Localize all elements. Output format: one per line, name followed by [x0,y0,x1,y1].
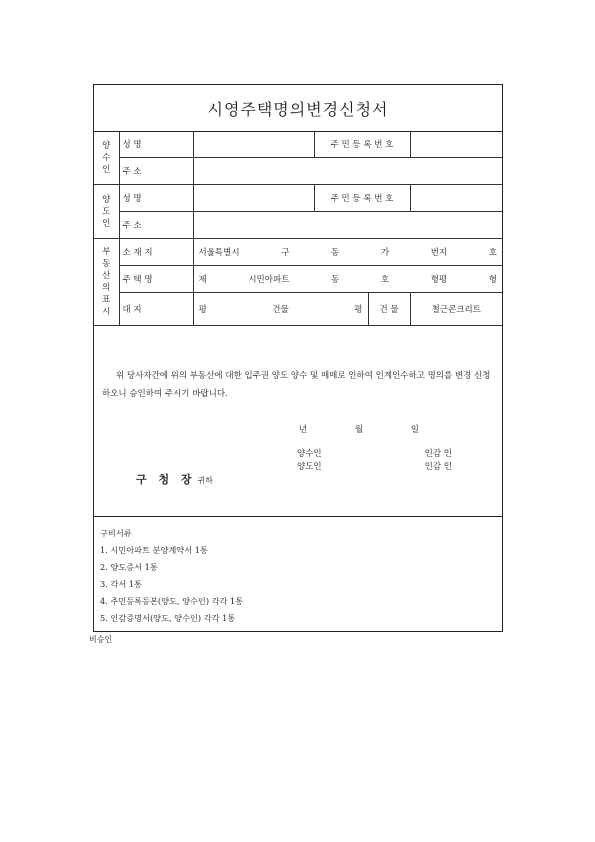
property-label: 부 동 산 의 표 시 [94,239,119,326]
assignor-id-field[interactable] [410,185,502,212]
assignor-label: 양 도 인 [94,185,119,239]
doc-item: 4. 주민등록등본(양도, 양수인) 각각 1통 [100,596,244,606]
recipient: 구 청 장 귀하 [136,473,214,486]
house-name-field[interactable]: 제 시민아파트 동 호 형평 형 [193,266,502,293]
location-field[interactable]: 서울특별시 구 동 가 번지 호 [193,239,502,266]
required-documents [100,525,243,627]
assignee-id-field[interactable] [410,131,502,158]
assignee-label: 양 수 인 [94,131,119,185]
building-field[interactable]: 철근콘크리트 [410,293,502,326]
doc-item: 1. 시민아파트 분양계약서 1통 [100,545,208,555]
assignor-name-label: 성 명 [119,185,193,212]
house-name-label: 주 택 명 [119,266,193,293]
docs-title: 구비서류 [100,528,132,538]
assignor-signature: 양도인 인감 인 [297,462,452,472]
footnote: 비승인 [89,635,113,644]
form-title: 시영주택명의변경신청서 [94,85,502,132]
assignor-address-field[interactable] [193,212,502,239]
land-field[interactable]: 평 건물 평 [193,293,368,326]
assignor-id-label: 주 민 등 록 번 호 [314,185,410,212]
date-line: 년 월 일 [299,425,419,435]
assignee-address-label: 주 소 [119,158,193,185]
assignee-address-field[interactable] [193,158,502,185]
land-label: 대 지 [119,293,193,326]
assignor-address-label: 주 소 [119,212,193,239]
assignee-name-label: 성 명 [119,131,193,158]
section-divider [94,516,502,517]
building-label: 건 물 [368,293,410,326]
assignee-name-field[interactable] [193,131,314,158]
application-form [93,84,503,632]
request-statement: 위 당사자간에 위의 부동산에 대한 입주권 양도 양수 및 매매로 인하여 인계인수하고 명의를 변경 신청하오니 승인하여 주시기 바랍니다. [102,371,491,399]
assignor-name-field[interactable] [193,185,314,212]
assignee-id-label: 주 민 등 록 번 호 [314,131,410,158]
doc-item: 5. 인감증명서(양도, 양수인) 각각 1통 [100,613,236,623]
doc-item: 2. 양도증서 1통 [100,562,158,572]
form-table [94,131,502,326]
location-label: 소 재 지 [119,239,193,266]
assignee-signature: 양수인 인감 인 [297,449,452,459]
doc-item: 3. 각서 1통 [100,579,142,589]
